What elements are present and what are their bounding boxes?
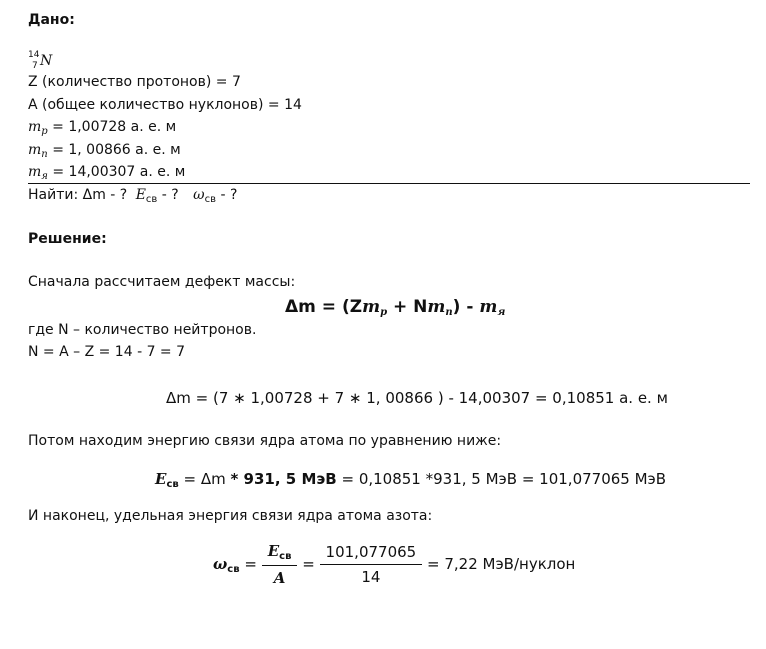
atomic-number: 7 [32, 61, 38, 71]
mass-defect-formula: $\Delta m = (Zm_p + Nm_n) - m_я$ [285, 297, 506, 318]
neutron-mass-line: $m_n = 1$, 00866 а. е. м [28, 142, 181, 160]
solution-heading: Решение: [28, 231, 107, 247]
mass-defect-intro: Сначала рассчитаем дефект массы: [28, 274, 296, 290]
energy-per-nucleon-fraction: $\frac{E_{св}}{A}$ [262, 542, 298, 587]
numeric-fraction: $\frac{101,077065}{14}$ [320, 543, 423, 586]
neutron-definition: где N – количество нейтронов. [28, 322, 257, 338]
mass-number: 14 [28, 50, 40, 60]
neutron-count: N = A – Z = 14 - 7 = 7 [28, 344, 186, 360]
proton-mass-line: $m_p = 1,00728$ а. е. м [28, 119, 177, 137]
element-symbol: N [40, 53, 53, 69]
z-line: Z (количество протонов) = 7 [28, 74, 241, 90]
binding-energy-intro: Потом находим энергию связи ядра атома по уравнению ниже: [28, 433, 502, 449]
nucleus-mass-line: $m_я = 14,00307$ а. е. м [28, 164, 186, 182]
specific-energy-formula: $\omega_{св}$ = $\frac{E_{св}}{A}$ = $\frac{101,077065}{14}$ = 7,22 МэВ/нуклон [213, 542, 576, 587]
mass-defect-calculation: Δm = (7 ∗ 1,00728 + 7 ∗ 1, 00866 ) - 14,00307 = 0,10851 а. е. м [166, 389, 668, 407]
divider-line [28, 183, 750, 184]
given-heading: Дано: [28, 12, 75, 28]
binding-energy-formula: $E_{св} = \Delta m * 931$, 5 МэВ = 0,10851 *931, 5 МэВ = 101,077065 МэВ [155, 470, 667, 490]
nuclide-notation [28, 52, 54, 76]
specific-energy-intro: И наконец, удельная энергия связи ядра атома азота: [28, 508, 433, 524]
find-line: Найти: Δm - ? $E_{св}$ - ? $\omega_{св}$ - ? [28, 187, 238, 205]
a-line: A (общее количество нуклонов) = 14 [28, 97, 302, 113]
